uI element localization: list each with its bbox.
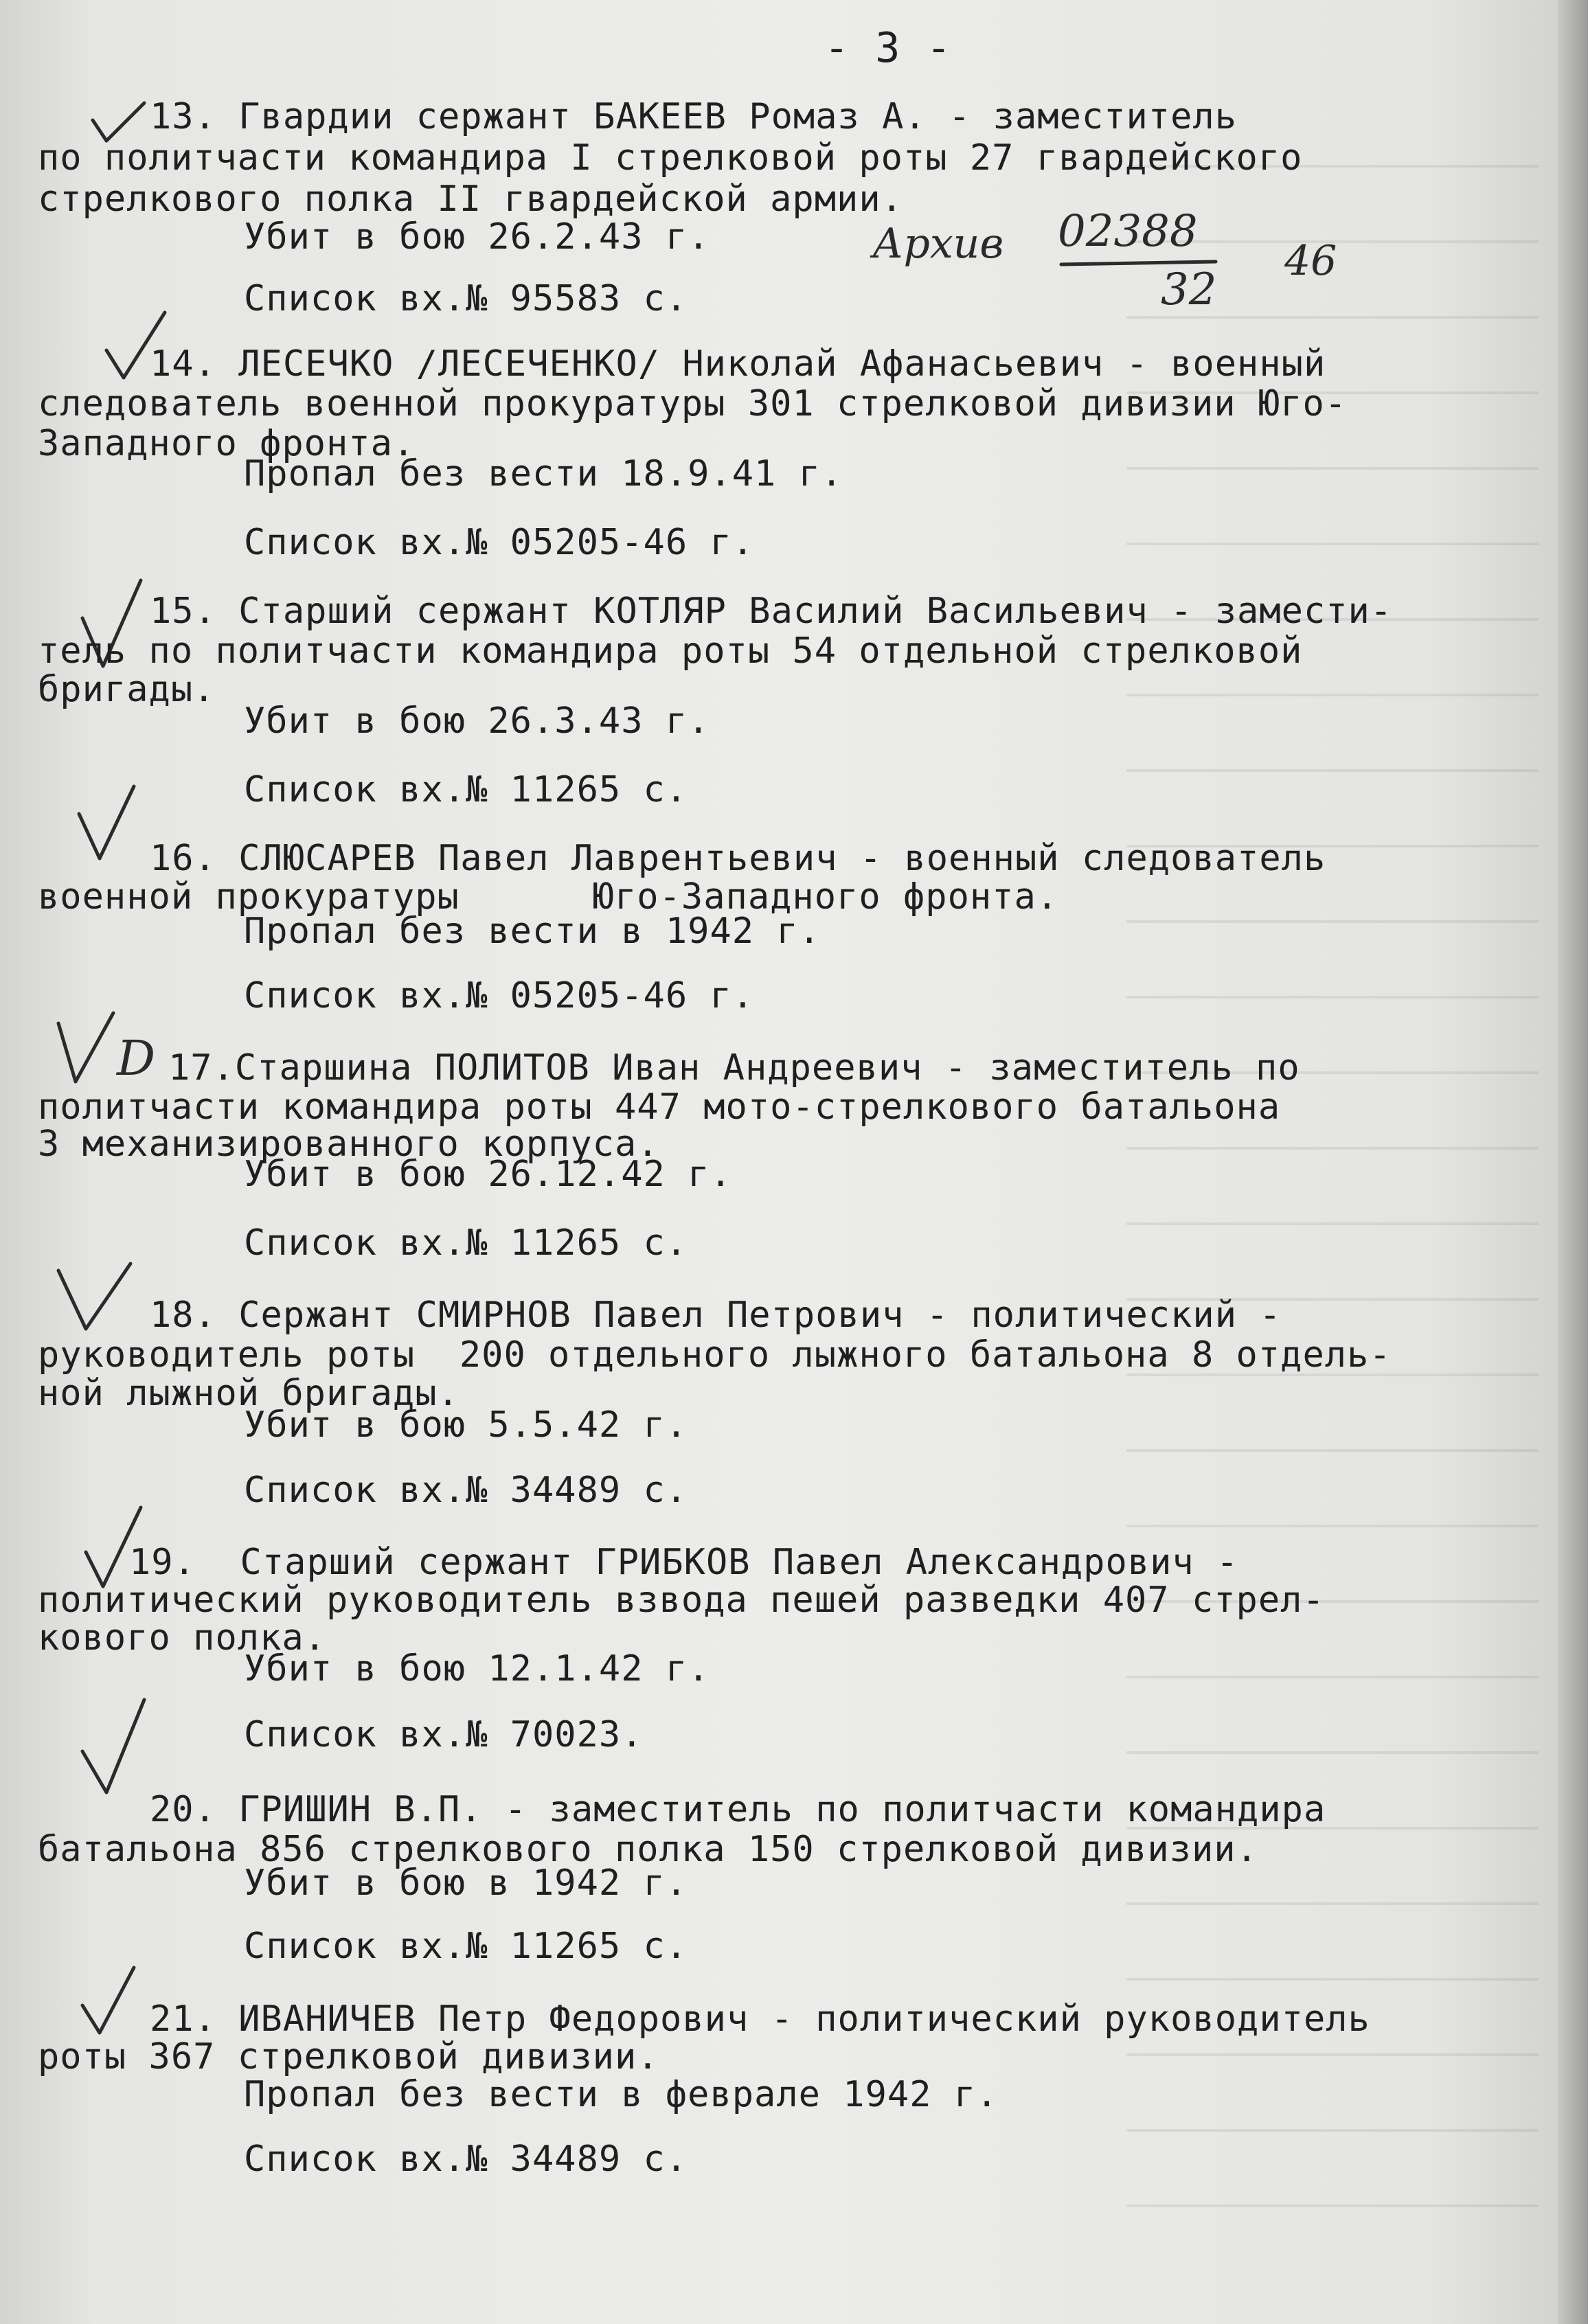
entry-16-line-1: 16. СЛЮСАРЕВ Павел Лаврентьевич - военный следователь [150,838,1326,879]
entry-17-line-2: политчасти командира роты 447 мото-стрелкового батальона [38,1086,1281,1128]
entry-20-status: Убит в бою в 1942 г. [244,1862,688,1904]
entry-13-line-1: 13. Гвардии сержант БАКЕЕВ Ромаз А. - заместитель [150,96,1238,137]
reverse-side-bleed-through [1126,124,1539,2253]
entry-18-status: Убит в бою 5.5.42 г. [244,1404,688,1446]
entry-19-line-2: политический руководитель взвода пешей разведки 407 стрел- [38,1580,1325,1621]
entry-15-line-2: тель по политчасти командира роты 54 отдельной стрелковой [38,630,1303,672]
handwritten-archive-label: Архив [872,220,1004,268]
entry-15-line-1: 15. Старший сержант КОТЛЯР Василий Васильевич - замести- [150,591,1393,632]
page-number: - 3 - [824,24,952,72]
entry-18-line-2: руководитель роты 200 отдельного лыжного батальона 8 отдель- [38,1334,1392,1376]
entry-18-list: Список вх.№ 34489 с. [244,1470,688,1511]
check-mark-icon [55,1010,124,1092]
entry-16-list: Список вх.№ 05205-46 г. [244,975,755,1016]
handwritten-archive-number: 02388 [1058,206,1198,257]
entry-17-list: Список вх.№ 11265 с. [244,1222,688,1264]
entry-19-line-1: 19. Старший сержант ГРИБКОВ Павел Александрович - [129,1542,1239,1583]
entry-20-line-1: 20. ГРИШИН В.П. - заместитель по политчасти командира [150,1789,1326,1830]
entry-13-line-3: стрелкового полка II гвардейской армии. [38,179,903,220]
entry-14-list: Список вх.№ 05205-46 г. [244,522,755,563]
handwritten-mark-d: D [117,1030,156,1086]
entry-21-list: Список вх.№ 34489 с. [244,2139,688,2180]
entry-16-status: Пропал без вести в 1942 г. [244,911,821,952]
check-mark-icon [76,783,144,865]
entry-21-line-2: роты 367 стрелковой дивизии. [38,2036,659,2077]
entry-19-status: Убит в бою 12.1.42 г. [244,1648,710,1689]
entry-21-status: Пропал без вести в феврале 1942 г. [244,2074,999,2115]
entry-15-list: Список вх.№ 11265 с. [244,769,688,810]
entry-19-line-3: кового полка. [38,1617,326,1659]
entry-14-status: Пропал без вести 18.9.41 г. [244,453,843,494]
check-mark-icon [79,1696,155,1799]
entry-14-line-2: следователь военной прокуратуры 301 стрелковой дивизии Юго- [38,383,1348,424]
handwritten-archive-sub: 32 [1161,264,1217,315]
entry-18-line-3: ной лыжной бригады. [38,1373,460,1414]
entry-15-line-3: бригады. [38,669,216,710]
entry-21-line-1: 21. ИВАНИЧЕВ Петр Федорович - политический руководитель [150,1998,1370,2040]
page-binding-edge [1558,0,1588,2324]
check-mark-icon [79,1964,141,2040]
entry-17-line-3: 3 механизированного корпуса. [38,1124,659,1165]
entry-13-line-2: по политчасти командира I стрелковой роты 27 гвардейского [38,137,1303,179]
entry-14-line-1: 14. ЛЕСЕЧКО /ЛЕСЕЧЕНКО/ Николай Афанасьевич - военный [150,343,1326,385]
entry-13-list: Список вх.№ 95583 с. [244,278,688,319]
entry-14-line-3: Западного фронта. [38,423,416,464]
entry-20-list: Список вх.№ 11265 с. [244,1926,688,1967]
entry-17-line-1: 17.Старшина ПОЛИТОВ Иван Андреевич - заместитель по [168,1047,1300,1089]
entry-20-line-2: батальона 856 стрелкового полка 150 стрелковой дивизии. [38,1829,1258,1870]
handwritten-archive-year: 46 [1284,237,1337,285]
entry-18-line-1: 18. Сержант СМИРНОВ Павел Петрович - политический - [150,1295,1282,1336]
entry-19-list: Список вх.№ 70023. [244,1714,644,1755]
entry-15-status: Убит в бою 26.3.43 г. [244,700,710,742]
entry-17-status: Убит в бою 26.12.42 г. [244,1154,732,1195]
entry-13-status: Убит в бою 26.2.43 г. [244,216,710,258]
entry-16-line-2: военной прокуратуры Юго-Западного фронта. [38,876,1059,918]
check-mark-icon [55,1257,137,1339]
